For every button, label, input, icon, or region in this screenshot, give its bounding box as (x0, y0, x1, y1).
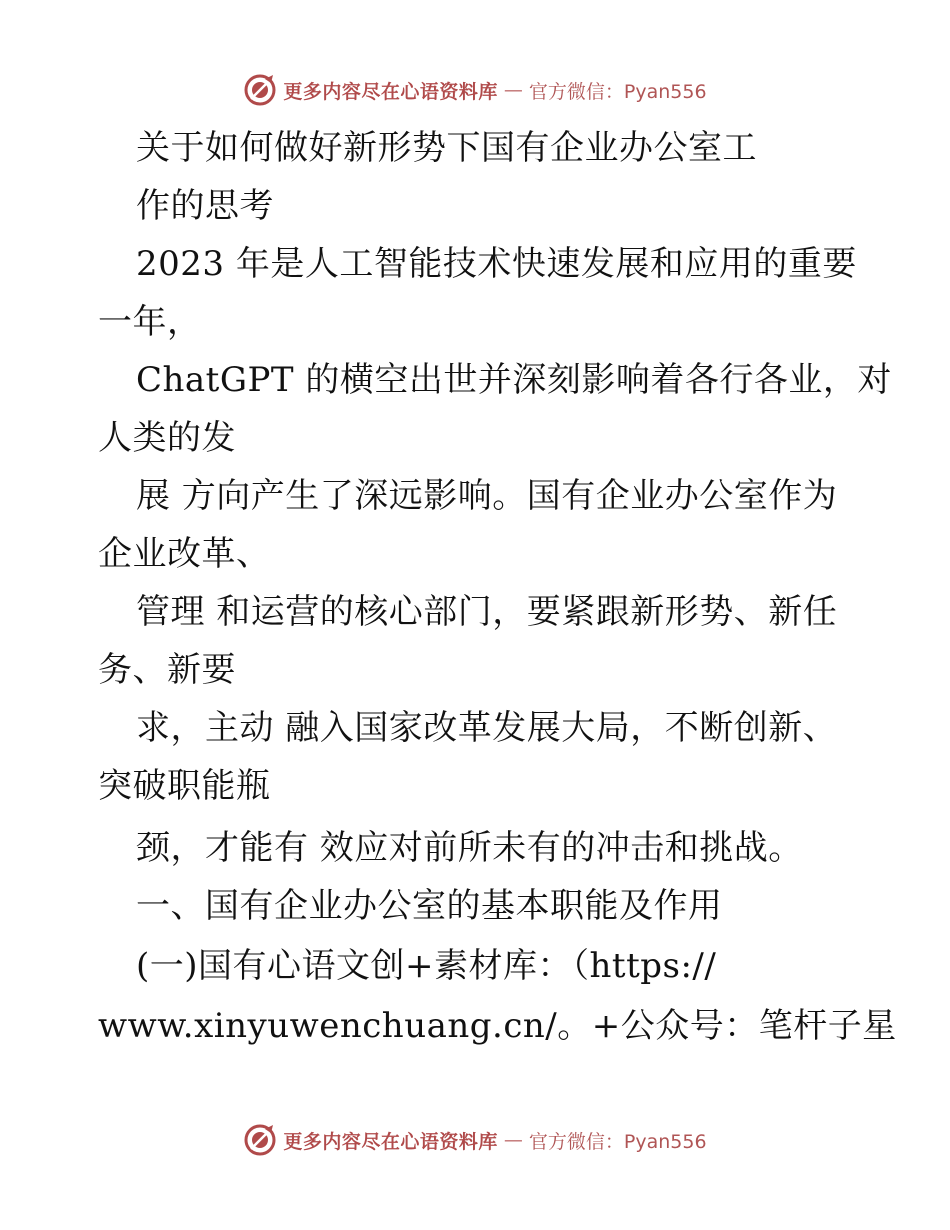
watermark-brand: 更多内容尽在心语资料库 (283, 80, 498, 103)
document-title-line-2: 作的思考 (136, 186, 274, 226)
watermark-separator: — (503, 1129, 523, 1151)
paragraph-line: 突破职能瓶 (98, 766, 271, 806)
seal-logo-icon (243, 1123, 277, 1157)
paragraph-line: 求，主动 融入国家改革发展大局，不断创新、 (136, 708, 838, 748)
section-heading: 一、国有企业办公室的基本职能及作用 (136, 886, 723, 926)
paragraph-line: 展 方向产生了深远影响。国有企业办公室作为 (136, 476, 838, 516)
document-title-line-1: 关于如何做好新形势下国有企业办公室工 (136, 128, 757, 168)
paragraph-line: ChatGPT 的横空出世并深刻影响着各行各业，对 (136, 360, 892, 400)
watermark-contact: 官方微信：Pyan556 (528, 80, 707, 103)
watermark-separator: — (503, 79, 523, 101)
paragraph-line: 颈，才能有 效应对前所未有的冲击和挑战。 (136, 828, 803, 868)
paragraph-line: 一年， (98, 302, 202, 342)
paragraph-line: 企业改革、 (98, 534, 271, 574)
paragraph-line: 管理 和运营的核心部门，要紧跟新形势、新任 (136, 592, 838, 632)
paragraph-line-url: www.xinyuwenchuang.cn/。+公众号：笔杆子星 (98, 1006, 897, 1046)
subsection-heading: (一)国有心语文创+素材库：（https:// (136, 946, 717, 986)
footer-watermark (0, 1120, 950, 1160)
watermark-contact: 官方微信：Pyan556 (528, 1130, 707, 1153)
paragraph-line: 务、新要 (98, 650, 236, 690)
paragraph-line: 人类的发 (98, 418, 236, 458)
watermark-brand: 更多内容尽在心语资料库 (283, 1130, 498, 1153)
paragraph-line: 2023 年是人工智能技术快速发展和应用的重要 (136, 244, 857, 284)
header-watermark (0, 70, 950, 110)
seal-logo-icon (243, 73, 277, 107)
